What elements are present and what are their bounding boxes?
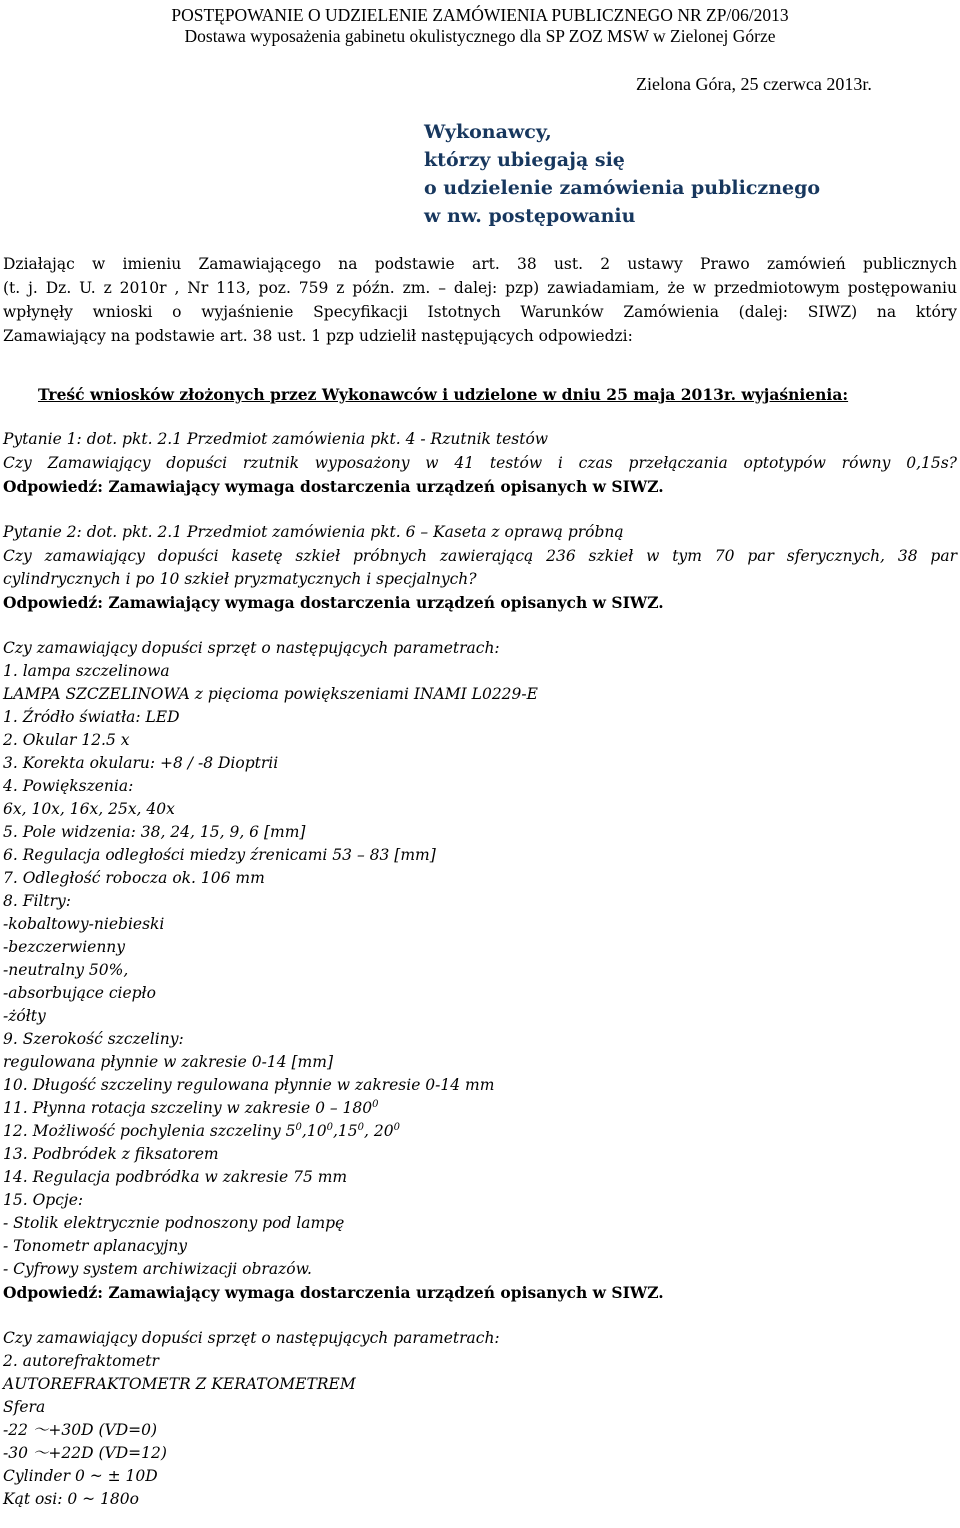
answer-text: Odpowiedź: Zamawiający wymaga dostarczenia urządzeń opisanych w SIWZ. xyxy=(3,477,664,496)
spec-line: 4. Powiększenia: xyxy=(3,777,134,795)
spec-line: - Cyfrowy system archiwizacji obrazów. xyxy=(3,1260,312,1278)
addressee-line: Wykonawcy, xyxy=(424,121,552,143)
spec-line: Sfera xyxy=(3,1398,46,1416)
spec-line: Czy zamawiający dopuści sprzęt o następujących parametrach: xyxy=(3,1329,500,1347)
spec-line: AUTOREFRAKTOMETR Z KERATOMETREM xyxy=(3,1375,356,1393)
addressee-line: o udzielenie zamówienia publicznego xyxy=(424,177,821,199)
spec-line: 1. Źródło światła: LED xyxy=(3,708,180,726)
addressee-block xyxy=(424,118,820,230)
spec-line: 3. Korekta okularu: +8 / -8 Dioptrii xyxy=(3,754,279,772)
spec-line: 13. Podbródek z fiksatorem xyxy=(3,1145,219,1163)
spec-line: -kobaltowy-niebieski xyxy=(3,915,165,933)
spec-line-rotation: 11. Płynna rotacja szczeliny w zakresie $0 - 180^0$ xyxy=(3,1099,379,1117)
intro-line: (t. j. Dz. U. z 2010r , Nr 113, poz. 759 z późn. zm. – dalej: pzp) zawiadamiam, że w przedmiotowym postępowaniu xyxy=(3,279,957,297)
spec-line: 15. Opcje: xyxy=(3,1191,84,1209)
spec-line: 1. lampa szczelinowa xyxy=(3,662,170,680)
spec-line: 6x, 10x, 16x, 25x, 40x xyxy=(3,800,175,818)
document-subtitle: Dostawa wyposażenia gabinetu okulistycznego dla SP ZOZ MSW w Zielonej Górze xyxy=(184,26,776,46)
spec-line: 7. Odległość robocza ok. 106 mm xyxy=(3,869,265,887)
spec-line: - Tonometr aplanacyjny xyxy=(3,1237,187,1255)
intro-line: Działając w imieniu Zamawiającego na podstawie art. 38 ust. 2 ustawy Prawo zamówień publicznych xyxy=(3,255,957,273)
spec-line: 2. autorefraktometr xyxy=(3,1352,159,1370)
spec-line-tilt: 12. Możliwość pochylenia szczeliny $5^0,10^0,15^0$, $20^0$ xyxy=(3,1122,400,1140)
spec-line: -22 ～+30D (VD=0) xyxy=(3,1421,158,1439)
document-title: POSTĘPOWANIE O UDZIELENIE ZAMÓWIENIA PUBLICZNEGO NR ZP/06/2013 xyxy=(171,5,789,25)
question-label: Pytanie 2: dot. pkt. 2.1 Przedmiot zamówienia pkt. 6 – Kaseta z oprawą próbną xyxy=(3,523,624,541)
document-date: Zielona Góra, 25 czerwca 2013r. xyxy=(636,74,872,94)
spec-line: 6. Regulacja odległości miedzy źrenicami 53 – 83 [mm] xyxy=(3,846,436,864)
spec-line: regulowana płynnie w zakresie 0-14 [mm] xyxy=(3,1053,333,1071)
intro-line: Zamawiający na podstawie art. 38 ust. 1 pzp udzielił następujących odpowiedzi: xyxy=(3,327,633,345)
spec-line: 14. Regulacja podbródka w zakresie 75 mm xyxy=(3,1168,348,1186)
answer-text: Odpowiedź: Zamawiający wymaga dostarczenia urządzeń opisanych w SIWZ. xyxy=(3,1283,664,1302)
intro-line: wpłynęły wnioski o wyjaśnienie Specyfikacji Istotnych Warunków Zamówienia (dalej: SIWZ) na który xyxy=(3,303,957,321)
spec-line: -żółty xyxy=(3,1007,46,1025)
spec-line: Cylinder 0 ~ ± 10D xyxy=(3,1467,158,1485)
spec-line: Czy zamawiający dopuści sprzęt o następujących parametrach: xyxy=(3,639,500,657)
spec-line: 8. Filtry: xyxy=(3,892,72,910)
spec-line: LAMPA SZCZELINOWA z pięcioma powiększeniami INAMI L0229-E xyxy=(3,685,538,703)
addressee-line: w nw. postępowaniu xyxy=(424,205,636,227)
spec-line: -absorbujące ciepło xyxy=(3,984,156,1002)
question-text: Czy Zamawiający dopuści rzutnik wyposażony w 41 testów i czas przełączania optotypów równy 0,15s? xyxy=(3,454,957,472)
spec-line: 9. Szerokość szczeliny: xyxy=(3,1030,184,1048)
spec-line: -bezczerwienny xyxy=(3,938,126,956)
question-label: Pytanie 1: dot. pkt. 2.1 Przedmiot zamówienia pkt. 4 - Rzutnik testów xyxy=(3,430,549,448)
spec-line: -30 ～+22D (VD=12) xyxy=(3,1444,167,1462)
spec-line: 2. Okular 12.5 x xyxy=(3,731,130,749)
intro-paragraph xyxy=(3,252,957,348)
spec-line: Kąt osi: 0 ~ 180o xyxy=(3,1490,139,1508)
spec-line: - Stolik elektrycznie podnoszony pod lampę xyxy=(3,1214,345,1232)
question-text: Czy zamawiający dopuści kasetę szkieł próbnych zawierającą 236 szkieł w tym 70 par sferycznych, 38 par cylindrycznych i po 10 szkieł pryzmatycznych i specjalnych? xyxy=(3,547,957,588)
addressee-line: którzy ubiegają się xyxy=(424,149,625,171)
section-heading: Treść wniosków złożonych przez Wykonawców i udzielone w dniu 25 maja 2013r. wyjaśnienia: xyxy=(38,385,849,404)
spec-line: -neutralny 50%, xyxy=(3,961,129,979)
answer-text: Odpowiedź: Zamawiający wymaga dostarczenia urządzeń opisanych w SIWZ. xyxy=(3,593,664,612)
spec-line: 5. Pole widzenia: 38, 24, 15, 9, 6 [mm] xyxy=(3,823,306,841)
spec-line: 10. Długość szczeliny regulowana płynnie w zakresie 0-14 mm xyxy=(3,1076,495,1094)
